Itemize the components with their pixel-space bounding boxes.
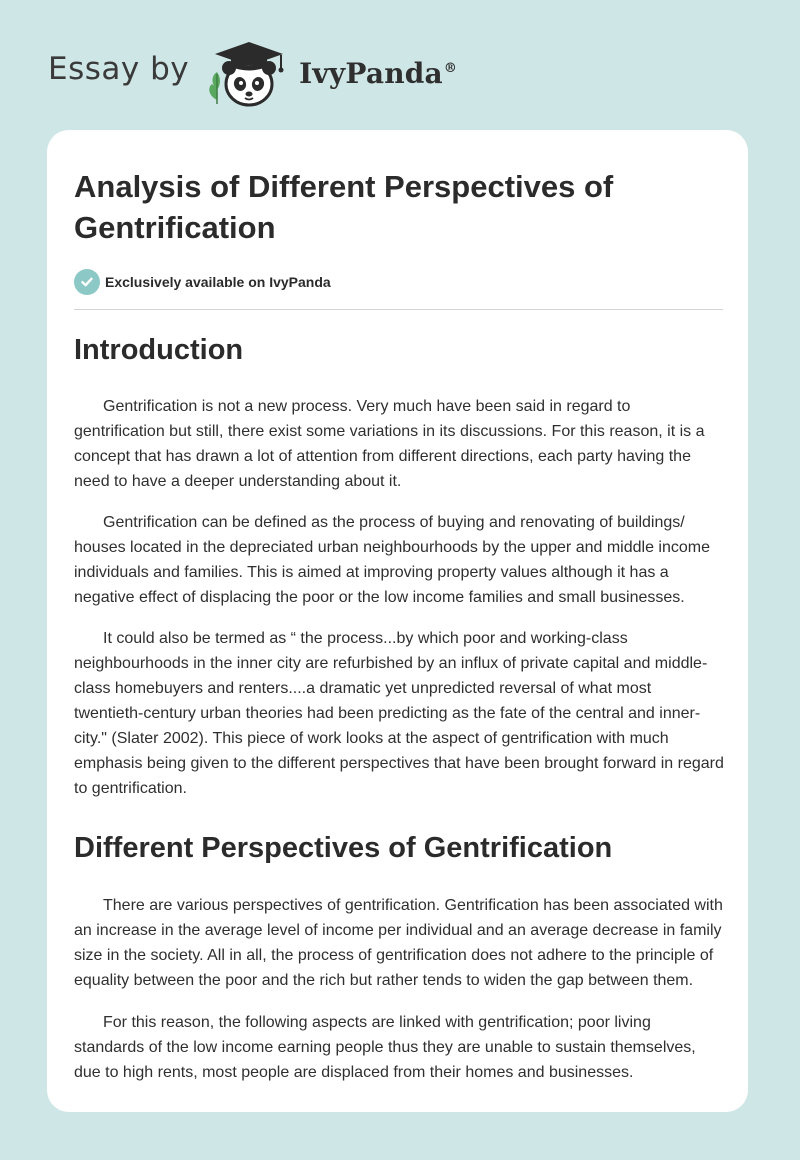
paragraph: It could also be termed as “ the process...by which poor and working-class neighbourhoods in the inner city are refurbished by an influx of private capital and middle-class homebuyers and renters....a dramatic yet unpredicted reversal of what most twentieth-century urban theories had been predicting as the fate of the central and inner-city." (Slater 2002). This piece of work looks at the aspect of gentrification with much emphasis being given to the different perspectives that have been brought forward in regard to gentrification.	[74, 630, 724, 797]
essay-card	[47, 130, 748, 1112]
paragraph: Gentrification is not a new process. Very much have been said in regard to gentrification but still, there exist some variations in its discussions. For this reason, it is a concept that has drawn a lot of attention from different directions, each party having the need to have a deeper understanding about it.	[74, 398, 705, 490]
exclusive-label: Exclusively available on IvyPanda	[105, 274, 331, 290]
title-divider	[74, 309, 723, 310]
site-header	[48, 34, 457, 110]
panda-graduation-cap-icon[interactable]	[203, 34, 291, 110]
paragraph: There are various perspectives of gentrification. Gentrification has been associated with an increase in the average level of income per individual and an average decrease in family size in the society. All in all, the process of gentrification does not adhere to the principle of equality between the poor and the rich but rather tends to widen the gap between them.	[74, 897, 723, 989]
section-heading-introduction: Introduction	[74, 334, 244, 366]
paragraph: Gentrification can be defined as the process of buying and renovating of buildings/ houses located in the depreciated urban neighbourhoods by the upper and middle income individuals and families. This is aimed at improving property values although it has a negative effect of displacing the poor or the low income families and small businesses.	[74, 514, 710, 606]
section-heading-perspectives: Different Perspectives of Gentrification	[74, 832, 613, 864]
paragraph: For this reason, the following aspects are linked with gentrification; poor living standards of the low income earning people thus they are unable to sustain themselves, due to high rents, most people are displaced from their homes and businesses.	[74, 1014, 696, 1081]
registered-mark: ®	[443, 61, 458, 77]
exclusive-badge	[74, 269, 724, 295]
essay-title: Analysis of Different Perspectives of Gentrification	[74, 169, 614, 245]
check-circle-icon	[74, 269, 100, 295]
brand-name[interactable]: IvyPanda®	[299, 56, 458, 90]
essay-by-label: Essay by	[48, 51, 190, 87]
